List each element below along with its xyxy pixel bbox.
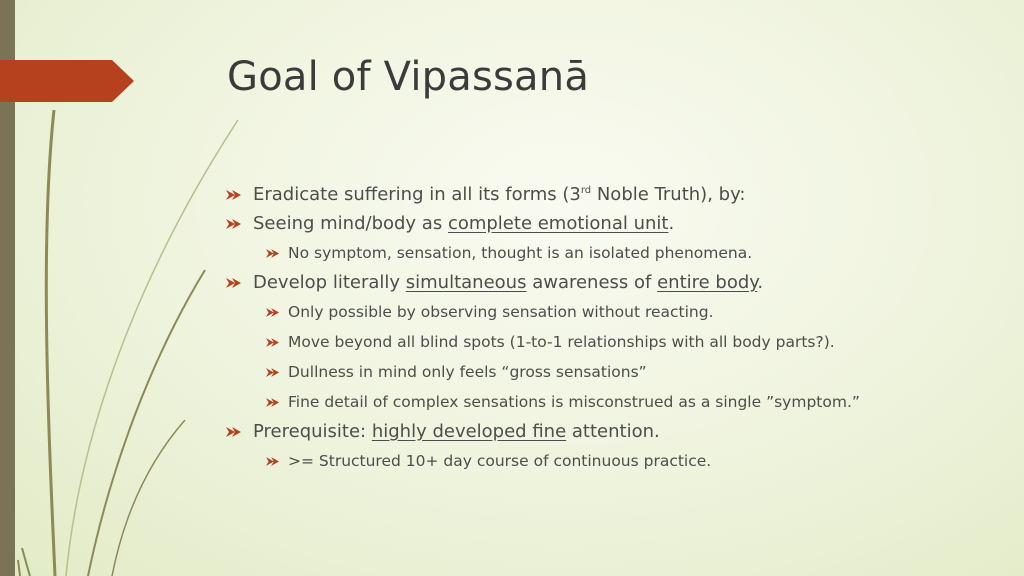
text-run: Fine detail of complex sensations is misconstrued as a single ”symptom.” [288, 393, 860, 411]
text-run: awareness of [526, 272, 658, 293]
bullet-text [288, 363, 647, 381]
underlined-phrase: complete emotional unit [447, 213, 669, 234]
title-accent-flag [0, 60, 134, 102]
bullet-text [288, 303, 714, 321]
bullet-text [253, 421, 660, 442]
bullet-item-level-2 [226, 357, 986, 387]
text-run: Seeing mind/body as [253, 213, 448, 234]
bullet-item-level-2 [226, 327, 986, 357]
bullet-item-level-1 [226, 417, 986, 446]
bullet-item-level-1 [226, 180, 986, 209]
text-run: >= Structured 10+ day course of continuous practice. [288, 452, 712, 470]
bullet-item-level-1 [226, 209, 986, 238]
bullet-text [253, 184, 745, 205]
bullet-item-level-2 [226, 297, 986, 327]
bullet-item-level-2 [226, 387, 986, 417]
bullet-text [253, 272, 763, 293]
arrowhead-bullet-icon [226, 190, 241, 200]
text-run: . [757, 272, 764, 293]
text-run: Only possible by observing sensation without reacting. [288, 303, 714, 321]
arrowhead-bullet-icon [226, 219, 241, 229]
slide-title: Goal of Vipassanā [227, 54, 590, 100]
arrowhead-bullet-icon [266, 398, 279, 407]
underlined-phrase: simultaneous [405, 272, 527, 293]
arrowhead-bullet-icon [266, 249, 279, 258]
arrowhead-bullet-icon [266, 338, 279, 347]
bullet-item-level-2 [226, 446, 986, 476]
text-run: Move beyond all blind spots (1-to-1 relationships with all body parts?). [288, 333, 835, 351]
bullet-text [253, 213, 674, 234]
arrowhead-bullet-icon [226, 278, 241, 288]
text-run: . [668, 213, 675, 234]
text-run: attention. [566, 421, 660, 442]
bullet-item-level-1 [226, 268, 986, 297]
bullet-text [288, 244, 752, 262]
arrowhead-bullet-icon [226, 427, 241, 437]
text-run: Dullness in mind only feels “gross sensations” [288, 363, 647, 381]
bullet-text [288, 333, 835, 351]
arrowhead-bullet-icon [266, 308, 279, 317]
text-run: Prerequisite: [253, 421, 372, 442]
arrowhead-bullet-icon [266, 368, 279, 377]
bullet-item-level-2 [226, 238, 986, 268]
text-run: Noble Truth), by: [591, 184, 746, 205]
underlined-phrase: highly developed fine [371, 421, 567, 442]
text-run: Develop literally [253, 272, 406, 293]
arrowhead-bullet-icon [266, 457, 279, 466]
bullet-list [226, 180, 986, 476]
text-run: No symptom, sensation, thought is an isolated phenomena. [288, 244, 753, 262]
superscript-text: rd [580, 185, 592, 196]
text-run: Eradicate suffering in all its forms (3 [253, 184, 581, 205]
underlined-phrase: entire body [657, 272, 758, 293]
bullet-text [288, 452, 711, 470]
bullet-text [288, 393, 860, 411]
